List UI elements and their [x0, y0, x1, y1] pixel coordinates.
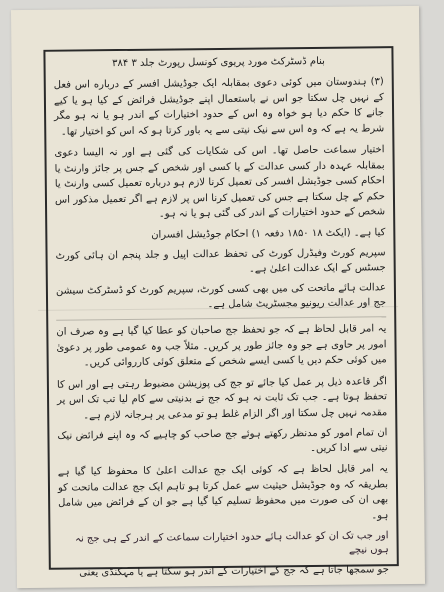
paragraph-1: (۳) ہندوستان میں کوئی دعوی بمقابلہ ایک جوڈیشل افسر کے درباره اس فعل کے نہیں چل سکتا جو اس نے باستعمال اپنے جوڈیشل فرائض کے کیا ہو یا کیے جانے کا حکم دیا ہو خواہ وہ اس کے حدود اختیارات کے اندر ہو یا نہ ہو مگر شرط یہ ہے کہ وہ اس سے نیک نیتی سے یہ باور کرتا ہو کہ اس کو اختیار تھا۔ [53, 76, 385, 138]
divider [56, 316, 386, 320]
handwritten-note: اور جب تک ان کو عدالت ہائے حدود اختیارات سماعت کے اندر کے ہی جج نہ ہوں نیچے [75, 530, 389, 556]
document-page [11, 6, 425, 588]
paragraph-5: عدالت ہائے ماتحت کی میں بھی کسی کورٹ، سپریم کورٹ کو ڈسٹرکٹ سیشن جج اور عدالت ریونیو مجسٹریٹ شامل ہے۔ [55, 282, 387, 310]
footer-note: جو سمجھا جاتا ہے کہ جج کے اختیارات کے اندر ہو سکتا ہے یا مہکنڈی یعنی [79, 564, 389, 579]
document-title: بنام ڈسٹرکٹ مورد پریوی کونسل رپورٹ جلد ۳ ۳۸۴ [112, 55, 325, 70]
paragraph-2: اختیار سماعت حاصل تھا۔ اس کی شکایات کی گئی ہے اور نہ الیسا دعوی بمقابلہ عہدہ دار کسی عدالت کے یا کسی اور شخص کے جس پر جائز وارنٹ یا احکام کسی جوڈیشل افسر کی تعمیل کرنا لازم ہو درباره تعمیل کسی وارنٹ یا حکم کے چل سکتا ہے جس کی تعمیل کرنا اس پر لازم ہے اگر تعمیل مذکور اس شخص کے حدود اختیارات کے اندر کی گئی ہو یا نہ ہو۔ [54, 144, 386, 220]
paragraph-8: ان تمام امور کو مدنظر رکھتے ہوئے جج صاحب کو چاہیے کہ وہ اپنے فرائض نیک نیتی سے ادا کریں۔ [57, 427, 388, 454]
paragraph-9: یہ امر قابل لحاظ ہے کہ کوئی ایک جج عدالت اعلیٰ کا محفوظ کیا گیا ہے بطریقہ کہ وہ جوڈیشل حیثیت سے عمل کرتا ہو تاہم ایک جج عدالت ماتحت کو بھی ان کی صورت میں محفوظ تسلیم کیا گیا ہے جو ان کے فرائض میں شامل ہو۔ [57, 463, 389, 521]
text-frame [43, 46, 398, 579]
paragraph-6: یہ امر قابل لحاظ ہے کہ جو تحفظ جج صاحبان کو عطا کیا گیا ہے وہ صرف ان امور پر حاوی ہے جو وہ جائز طور پر کریں۔ مثلاً جب وہ عمومی طور پر دعویٰ میں کوئی حکم دیں یا کسی ایسے شخص کے متعلق کوئی کارروائی کریں۔ [56, 323, 387, 369]
paragraph-4: سپریم کورٹ وفیڈرل کورٹ کی تحفظ عدالت اپیل و جلد پنجم ان ہائی کورٹ جسٹس کے ایک عدالت اعلیٰ ہے۔ [55, 247, 386, 275]
paragraph-7: اگر قاعدہ ذیل پر عمل کیا جائے تو جج کی پوزیشن مضبوط رہتی ہے اور اس کا تحفظ ہوتا ہے۔ جب تک ثابت نہ ہو کہ جج نے بدنیتی سے کام لیا تب تک اس پر مقدمہ نہیں چل سکتا اور اگر الزام غلط ہو تو مدعی پر ہرجانہ لازم ہے۔ [56, 375, 388, 421]
paragraph-3: کیا ہے۔ (ایکٹ ۱۸ ۱۸۵۰ دفعہ ۱) احکام جوڈیشل افسران [151, 226, 386, 241]
